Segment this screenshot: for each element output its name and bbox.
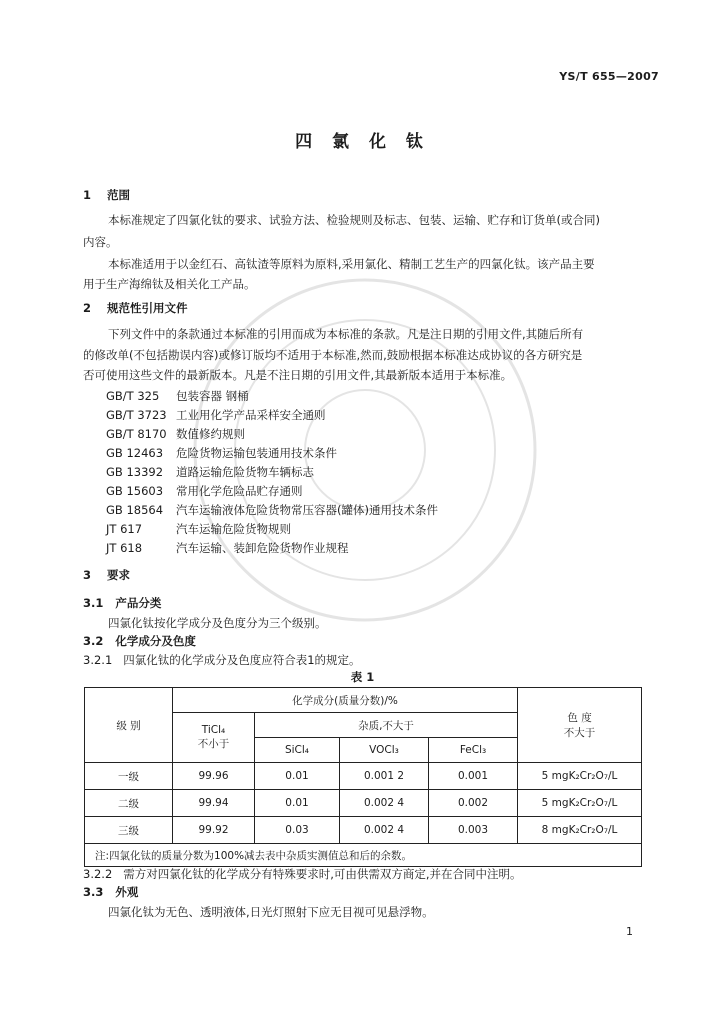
table-row bbox=[85, 790, 642, 817]
cell-grade: 二级 bbox=[85, 790, 173, 817]
cell-ticl4: 99.96 bbox=[173, 763, 255, 790]
table-row bbox=[85, 763, 642, 790]
section-title: 产品分类 bbox=[115, 596, 162, 610]
section-number: 3.2 bbox=[83, 634, 104, 648]
page-number: 1 bbox=[626, 925, 633, 938]
reference-code: JT 617 bbox=[106, 522, 143, 536]
cell-grade: 一级 bbox=[85, 763, 173, 790]
cell-vocl3: 0.002 4 bbox=[340, 817, 429, 844]
page-title: 四 氯 化 钛 bbox=[295, 132, 430, 152]
table-row bbox=[85, 817, 642, 844]
cell-vocl3: 0.002 4 bbox=[340, 790, 429, 817]
cell-color: 5 mgK₂Cr₂O₇/L bbox=[518, 790, 642, 817]
header-color-sub: 不大于 bbox=[563, 727, 596, 739]
reference-item bbox=[106, 502, 438, 518]
paragraph-line: 下列文件中的条款通过本标准的引用而成为本标准的条款。凡是注日期的引用文件,其随后所有 bbox=[108, 327, 584, 341]
chemical-composition-table bbox=[84, 687, 642, 867]
reference-title: 包装容器 钢桶 bbox=[176, 389, 249, 403]
header-impurity: 杂质,不大于 bbox=[255, 713, 518, 738]
clause-3-2-2 bbox=[83, 866, 522, 882]
section-number: 3 bbox=[83, 568, 92, 582]
reference-item bbox=[106, 407, 326, 423]
reference-item bbox=[106, 445, 337, 461]
header-sicl4: SiCl₄ bbox=[255, 738, 340, 763]
paragraph-line: 四氯化钛为无色、透明液体,日光灯照射下应无目视可见悬浮物。 bbox=[108, 905, 434, 919]
paragraph-line: 本标准规定了四氯化钛的要求、试验方法、检验规则及标志、包装、运输、贮存和订货单(或合同) bbox=[108, 213, 600, 227]
reference-item bbox=[106, 388, 249, 404]
section-title: 范围 bbox=[107, 188, 131, 202]
section-number: 3.1 bbox=[83, 596, 104, 610]
clause-number: 3.2.1 bbox=[83, 653, 113, 667]
section-title: 外观 bbox=[115, 885, 139, 899]
cell-vocl3: 0.001 2 bbox=[340, 763, 429, 790]
reference-title: 汽车运输、装卸危险货物作业规程 bbox=[176, 541, 349, 555]
reference-title: 常用化学危险品贮存通则 bbox=[176, 484, 303, 498]
cell-fecl3: 0.002 bbox=[429, 790, 518, 817]
reference-code: GB 18564 bbox=[106, 503, 164, 517]
standard-number: YS/T 655—2007 bbox=[559, 70, 659, 83]
header-color-label: 色 度 bbox=[567, 712, 592, 724]
header-chem-composition: 化学成分(质量分数)/% bbox=[173, 688, 518, 713]
section-number: 3.3 bbox=[83, 885, 104, 899]
reference-title: 危险货物运输包装通用技术条件 bbox=[176, 446, 337, 460]
clause-text: 需方对四氯化钛的化学成分有特殊要求时,可由供需双方商定,并在合同中注明。 bbox=[123, 867, 522, 881]
reference-code: GB/T 325 bbox=[106, 389, 160, 403]
paragraph-line: 内容。 bbox=[83, 235, 118, 249]
reference-item bbox=[106, 521, 291, 537]
reference-title: 道路运输危险货物车辆标志 bbox=[176, 465, 314, 479]
paragraph-line: 的修改单(不包括勘误内容)或修订版均不适用于本标准,然而,鼓励根据本标准达成协议的各方研究是 bbox=[83, 348, 583, 362]
cell-sicl4: 0.01 bbox=[255, 763, 340, 790]
section-3-1-heading bbox=[83, 595, 161, 611]
section-title: 化学成分及色度 bbox=[115, 634, 196, 648]
reference-item bbox=[106, 426, 245, 442]
header-ticl4-sub: 不小于 bbox=[197, 738, 230, 750]
section-title: 要求 bbox=[107, 568, 131, 582]
header-ticl4-label: TiCl₄ bbox=[201, 724, 226, 736]
reference-title: 工业用化学产品采样安全通则 bbox=[176, 408, 326, 422]
header-color bbox=[518, 688, 642, 763]
section-3-2-heading bbox=[83, 633, 196, 649]
cell-color: 5 mgK₂Cr₂O₇/L bbox=[518, 763, 642, 790]
cell-ticl4: 99.92 bbox=[173, 817, 255, 844]
header-ticl4 bbox=[173, 713, 255, 763]
clause-3-2-1 bbox=[83, 652, 361, 668]
reference-code: JT 618 bbox=[106, 541, 143, 555]
cell-sicl4: 0.03 bbox=[255, 817, 340, 844]
reference-title: 汽车运输危险货物规则 bbox=[176, 522, 291, 536]
cell-sicl4: 0.01 bbox=[255, 790, 340, 817]
header-vocl3: VOCl₃ bbox=[340, 738, 429, 763]
section-number: 2 bbox=[83, 301, 92, 315]
section-2-heading bbox=[83, 300, 188, 316]
section-1-heading bbox=[83, 187, 130, 203]
clause-number: 3.2.2 bbox=[83, 867, 113, 881]
header-grade: 级 别 bbox=[85, 688, 173, 763]
clause-text: 四氯化钛的化学成分及色度应符合表1的规定。 bbox=[123, 653, 361, 667]
cell-fecl3: 0.003 bbox=[429, 817, 518, 844]
table-note: 注:四氯化钛的质量分数为100%减去表中杂质实测值总和后的余数。 bbox=[85, 844, 642, 867]
cell-color: 8 mgK₂Cr₂O₇/L bbox=[518, 817, 642, 844]
cell-ticl4: 99.94 bbox=[173, 790, 255, 817]
cell-fecl3: 0.001 bbox=[429, 763, 518, 790]
reference-code: GB 13392 bbox=[106, 465, 164, 479]
reference-code: GB/T 8170 bbox=[106, 427, 167, 441]
paragraph-line: 四氯化钛按化学成分及色度分为三个级别。 bbox=[108, 616, 327, 630]
reference-item bbox=[106, 540, 349, 556]
header-fecl3: FeCl₃ bbox=[429, 738, 518, 763]
section-number: 1 bbox=[83, 188, 92, 202]
reference-code: GB 15603 bbox=[106, 484, 164, 498]
reference-code: GB/T 3723 bbox=[106, 408, 167, 422]
paragraph-line: 用于生产海绵钛及相关化工产品。 bbox=[83, 277, 256, 291]
section-3-3-heading bbox=[83, 884, 138, 900]
reference-title: 数值修约规则 bbox=[176, 427, 245, 441]
reference-item bbox=[106, 483, 303, 499]
reference-item bbox=[106, 464, 314, 480]
reference-code: GB 12463 bbox=[106, 446, 164, 460]
table-caption: 表 1 bbox=[350, 670, 375, 684]
reference-title: 汽车运输液体危险货物常压容器(罐体)通用技术条件 bbox=[176, 503, 438, 517]
paragraph-line: 否可使用这些文件的最新版本。凡是不注日期的引用文件,其最新版本适用于本标准。 bbox=[83, 368, 513, 382]
section-3-heading bbox=[83, 567, 130, 583]
cell-grade: 三级 bbox=[85, 817, 173, 844]
section-title: 规范性引用文件 bbox=[107, 301, 188, 315]
paragraph-line: 本标准适用于以金红石、高钛渣等原料为原料,采用氯化、精制工艺生产的四氯化钛。该产品主要 bbox=[108, 257, 595, 271]
table-note-row bbox=[85, 844, 642, 867]
table-header-row bbox=[85, 688, 642, 713]
